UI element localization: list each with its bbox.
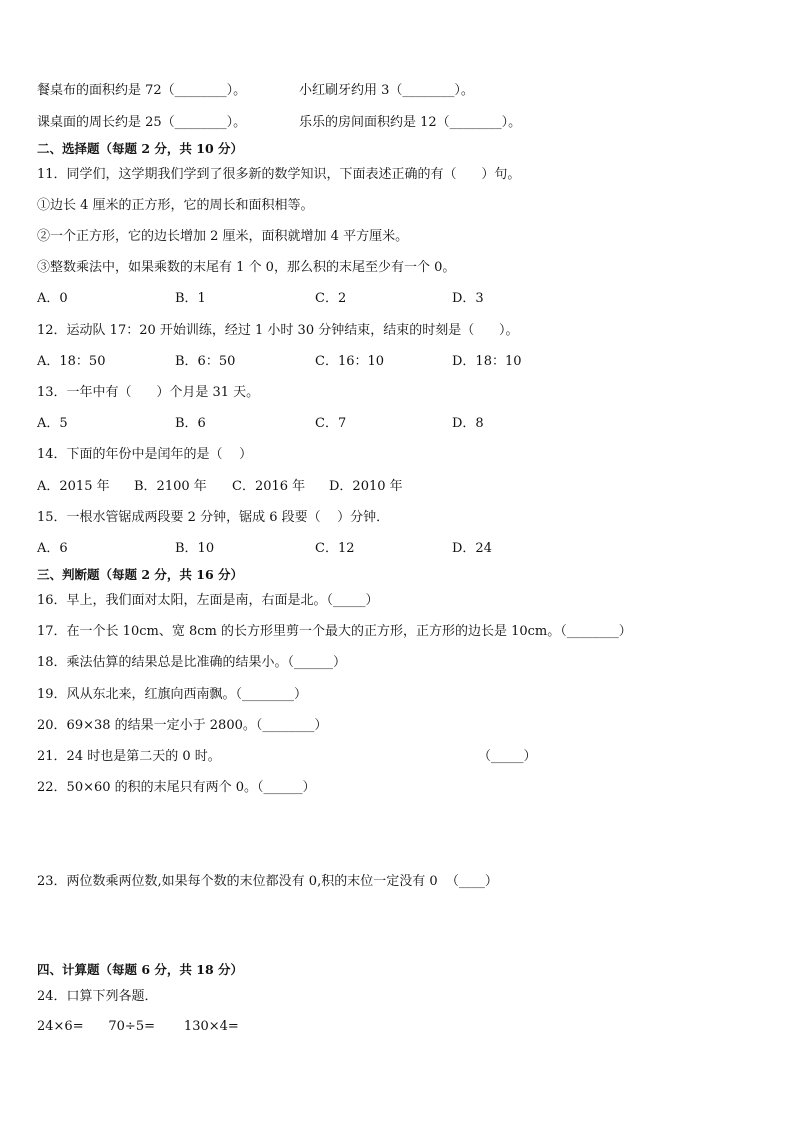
question-13-option-d: D．8 [452,416,484,431]
question-17: 17．在一个长 10cm、宽 8cm 的长方形里剪一个最大的正方形，正方形的边长是 10cm。（________） [37,624,632,639]
question-11-option-c: C．2 [315,291,347,306]
question-19: 19．风从东北来，红旗向西南飘。（________） [37,687,308,702]
question-23: 23．两位数乘两位数,如果每个数的末位都没有 0,积的末位一定没有 0 （____） [37,874,498,889]
question-20: 20．69×38 的结果一定小于 2800。（________） [37,718,328,733]
question-13-stem: 13．一年中有（ ）个月是 31 天。 [37,385,260,400]
question-14-stem: 14．下面的年份中是闰年的是（ ） [37,447,253,462]
fill-blank-row2-right: 乐乐的房间面积约是 12（________）。 [299,115,522,130]
question-12-option-d: D．18：10 [452,354,522,369]
question-14-option-c: C．2016 年 [232,479,306,494]
question-15-option-a: A．6 [37,541,68,556]
question-21: 21．24 时也是第二天的 0 时。 [37,749,221,764]
question-14-option-b: B．2100 年 [134,479,207,494]
question-13-option-b: B．6 [175,416,206,431]
section-heading-judge: 三、判断题（每题 2 分，共 16 分） [37,567,244,582]
question-11-statement-3: ③整数乘法中，如果乘数的末尾有 1 个 0，那么积的末尾至少有一个 0。 [37,260,456,275]
question-12-option-b: B．6：50 [175,354,236,369]
question-13-option-c: C．7 [315,416,347,431]
question-11-option-a: A．0 [37,291,68,306]
question-15-option-d: D．24 [452,541,492,556]
question-21-answer-blank: （_____） [478,749,537,764]
question-11-option-b: B．1 [175,291,206,306]
question-16: 16．早上，我们面对太阳，左面是南，右面是北。（_____） [37,593,379,608]
fill-blank-row2-left: 课桌面的周长约是 25（________）。 [37,115,247,130]
question-14-option-d: D．2010 年 [329,479,403,494]
question-14-option-a: A．2015 年 [37,479,110,494]
question-11-option-d: D．3 [452,291,484,306]
question-15-option-c: C．12 [315,541,355,556]
question-11-stem: 11．同学们，这学期我们学到了很多新的数学知识，下面表述正确的有（ ）句。 [37,167,521,182]
fill-blank-row1-left: 餐桌布的面积约是 72（________）。 [37,83,247,98]
question-11-statement-1: ①边长 4 厘米的正方形，它的周长和面积相等。 [37,198,314,213]
section-heading-calc: 四、计算题（每题 6 分，共 18 分） [37,962,244,977]
question-12-stem: 12．运动队 17：20 开始训练，经过 1 小时 30 分钟结束，结束的时刻是（ ）。 [37,323,519,338]
question-15-stem: 15．一根水管锯成两段要 2 分钟，锯成 6 段要（ ）分钟． [37,510,390,525]
question-18: 18．乘法估算的结果总是比准确的结果小。（______） [37,655,347,670]
question-24-stem: 24．口算下列各题． [37,989,158,1004]
question-24-calculations: 24×6= 70÷5= 130×4= [37,1019,239,1034]
question-13-option-a: A．5 [37,416,68,431]
question-22: 22．50×60 的积的末尾只有两个 0。（______） [37,780,316,795]
question-12-option-c: C．16：10 [315,354,385,369]
section-heading-choice: 二、选择题（每题 2 分，共 10 分） [37,141,244,156]
fill-blank-row1-right: 小红刷牙约用 3（________）。 [299,83,474,98]
question-15-option-b: B．10 [175,541,215,556]
question-12-option-a: A．18：50 [37,354,106,369]
question-11-statement-2: ②一个正方形，它的边长增加 2 厘米，面积就增加 4 平方厘米。 [37,229,409,244]
